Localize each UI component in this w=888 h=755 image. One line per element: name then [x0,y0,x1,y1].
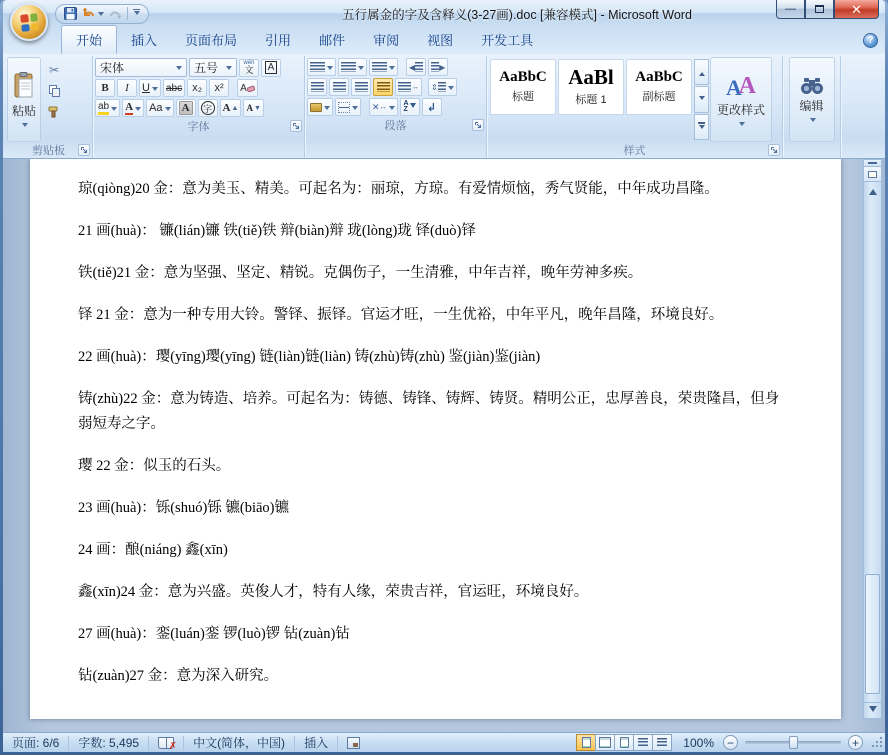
eraser-icon [247,84,255,92]
document-paragraph: 27 画(huà)：銮(luán)銮 锣(luò)锣 钻(zuàn)钻 [78,626,350,642]
draft-icon [657,738,667,747]
scroll-up-icon [869,185,877,195]
style-preview: AaBbC [499,69,547,85]
style-name: 标题 1 [575,94,607,106]
resize-grip[interactable] [870,736,883,749]
web-layout-icon [620,737,629,748]
quick-access-toolbar [55,4,149,24]
style-card-subtitle[interactable] [626,59,692,115]
redo-button[interactable] [109,8,122,20]
style-card-heading1[interactable] [558,59,624,115]
align-center-button[interactable] [329,78,349,96]
paste-icon [12,72,36,100]
redo-icon [109,8,122,20]
document-paragraph: 鑫(xīn)24 金：意为兴盛。英俊人才，特有人缘，荣贵吉祥，官运旺，环境良好。 [78,584,589,600]
view-draft-button[interactable] [652,734,672,751]
tab-insert[interactable]: 插入 [131,33,158,48]
ruler-toggle-button[interactable] [864,167,881,182]
font-dialog-launcher[interactable] [290,120,302,132]
asian-layout-button[interactable]: ✕ ↔ [369,98,398,116]
zoom-slider[interactable] [745,741,841,744]
style-name: 标题 [512,91,534,103]
grow-font-label: A [222,102,231,114]
language-indicator[interactable]: 中文(简体，中国) [184,736,295,750]
underline-button[interactable] [139,79,161,97]
underline-label: U [142,82,150,94]
paragraph-dialog-launcher[interactable] [472,119,484,131]
zoom-slider-thumb[interactable] [789,736,798,749]
clipboard-dialog-launcher[interactable] [78,144,90,156]
cut-button[interactable] [44,61,64,79]
align-right-button[interactable] [351,78,371,96]
styles-dialog-launcher[interactable] [768,144,780,156]
format-painter-button[interactable] [44,103,64,121]
qat-divider [127,7,128,20]
outline-icon [638,738,648,747]
strikethrough-button[interactable] [163,79,185,97]
shading-bucket-icon [310,103,322,112]
scroll-up-button[interactable] [864,182,881,198]
style-preview: AaBl [568,65,614,89]
group-clipboard [5,56,93,158]
editing-button[interactable] [789,57,835,142]
justify-button[interactable] [373,78,393,96]
fullscreen-reading-icon [599,737,611,748]
paste-caret [22,123,28,130]
increase-indent-button[interactable]: ▶ [428,58,448,76]
borders-icon [338,102,350,113]
line-spacing-icon [438,82,446,92]
vertical-scrollbar[interactable] [863,159,882,719]
show-marks-icon: ↲ [426,101,437,114]
character-shading-label: A [179,101,193,115]
styles-scroll-up-button[interactable] [694,59,709,85]
sort-button[interactable] [400,98,420,116]
decrease-indent-icon [415,62,423,72]
show-marks-button[interactable] [422,98,442,116]
document-paragraph: 24 画：酿(niáng) 鑫(xīn) [78,542,228,558]
change-case-label: Aa [149,102,163,114]
format-painter-icon [48,106,60,118]
binoculars-icon [800,77,824,95]
change-case-button[interactable] [146,99,173,117]
character-shading-button[interactable] [176,99,196,117]
document-paragraph: 铎 21 金：意为一种专用大铃。警铎、振铎。官运才旺，一生优裕，中年平凡，晚年昌隆，环境良好。 [78,307,724,323]
superscript-button[interactable]: x² [209,79,229,97]
spellcheck-icon: ✗ [158,737,174,749]
group-editing [783,56,841,158]
close-button[interactable]: ✕ [834,0,879,19]
document-paragraph: 铁(tiě)21 金：意为坚强、坚定、精锐。克偶伤子，一生清雅，中年吉祥，晚年劳神多疾。 [78,265,643,281]
zoom-out-button[interactable]: − [723,735,738,750]
document-paragraph: 琼(qiòng)20 金：意为美玉、精美。可起名为：丽琼，方琼。有爱情烦恼，秀气贤能，中年成功昌隆。 [78,181,719,197]
scroll-down-icon [869,706,877,716]
tab-developer[interactable]: 开发工具 [481,33,534,48]
distribute-icon [398,82,411,92]
shading-button[interactable] [307,98,333,116]
style-preview: AaBbC [635,69,683,85]
align-center-icon [333,82,346,92]
styles-gallery-scroll [694,59,709,140]
font-size-value: 五号 [194,61,219,75]
window-controls [776,0,879,19]
minimize-button[interactable]: — [776,0,805,19]
strikethrough-label: abc [165,82,183,94]
ribbon-tab-row [3,27,885,54]
bold-button[interactable]: B [95,79,115,97]
statusbar [3,732,885,752]
macro-record-icon [347,737,360,749]
multilevel-list-icon [372,62,387,72]
clear-formatting-label: A [240,82,247,94]
shrink-font-label: A [246,103,253,113]
align-left-icon [311,82,324,92]
editing-label: 编辑 [799,98,824,113]
zoom-level[interactable]: 100% [683,735,714,750]
macro-record-button[interactable] [338,736,369,750]
copy-icon [49,85,60,97]
font-name-value: 宋体 [100,61,125,75]
document-page[interactable] [30,159,841,719]
bullets-button[interactable] [307,58,336,76]
font-name-select[interactable] [95,58,187,77]
increase-indent-icon [431,62,439,72]
bullets-icon [310,62,325,72]
statusbar-right [577,734,885,751]
font-color-label: A [125,101,134,113]
document-paragraph: 璎 22 金：似玉的石头。 [78,458,231,474]
styles-more-button[interactable] [694,114,709,140]
sort-icon: A Z [403,100,409,113]
paste-button[interactable] [7,57,41,142]
group-clipboard-label: 剪贴板 [32,145,65,157]
tab-page-layout[interactable]: 页面布局 [185,33,238,48]
zoom-in-button[interactable]: + [848,735,863,750]
document-paragraph: 22 画(huà)：璎(yīng)璎(yīng) 链(liàn)链(liàn) 铸(zhù)铸(zhù) 鉴(jiàn)鉴(jiàn) [78,349,541,365]
window-title: 五行属金的字及含释义(3-27画).doc [兼容模式] - Microsoft Word [342,7,692,22]
ruler-icon [868,171,877,178]
scroll-thumb[interactable] [865,574,880,694]
ribbon [3,54,885,159]
tab-review[interactable]: 审阅 [373,33,400,48]
enclose-characters-button[interactable] [198,99,218,117]
font-color-button[interactable] [122,99,144,117]
numbering-button[interactable] [338,58,367,76]
character-border-button[interactable] [261,59,281,77]
tab-mailings[interactable]: 邮件 [319,33,346,48]
insert-mode-indicator[interactable]: 插入 [295,736,338,750]
print-layout-icon [582,737,591,748]
scissors-icon: ✂ [48,63,60,77]
justify-icon [377,82,390,92]
office-logo-icon [20,13,39,32]
view-print-layout-button[interactable] [576,734,596,751]
highlight-button[interactable] [95,99,120,117]
clear-formatting-button[interactable] [237,79,258,97]
style-card-title[interactable] [490,59,556,115]
editing-caret [810,118,816,125]
grow-font-button[interactable]: A ▲ [220,99,242,117]
copy-button[interactable] [44,82,64,100]
distribute-button[interactable]: ↔ [395,78,422,96]
office-button[interactable] [10,3,48,41]
tab-references[interactable]: 引用 [265,33,292,48]
character-border-label: A [265,61,278,74]
decrease-indent-button[interactable]: ◀ [406,58,426,76]
save-icon [64,7,77,20]
change-styles-button[interactable] [710,57,772,142]
maximize-icon [815,5,824,13]
titlebar [3,0,885,27]
change-styles-caret [739,122,745,129]
document-paragraph: 23 画(huà)：铄(shuó)铄 镳(biāo)镳 [78,500,290,516]
undo-icon [82,8,96,20]
scroll-down-button[interactable] [864,702,881,718]
tab-home[interactable]: 开始 [61,25,117,54]
phonetic-guide-button[interactable]: wén 文 [239,59,259,77]
tab-view[interactable]: 视图 [427,33,454,48]
document-area [3,159,885,732]
subscript-button[interactable]: x₂ [187,79,207,97]
style-name: 副标题 [642,91,676,103]
align-left-button[interactable] [307,78,327,96]
group-styles [487,56,783,158]
qat-customize-button[interactable] [133,9,140,19]
maximize-button[interactable] [805,0,834,19]
group-paragraph-label: 段落 [384,120,407,132]
document-paragraph: 21 画(huà)： 镰(lián)镰 铁(tiě)铁 辩(biàn)辩 珑(lòng)珑 铎(duò)铎 [78,223,476,239]
phonetic-label: 文 [244,65,254,75]
align-right-icon [355,82,368,92]
change-styles-label: 更改样式 [716,102,765,117]
save-button[interactable] [64,7,77,20]
paste-label: 粘贴 [12,103,37,118]
shrink-font-button[interactable]: A ▼ [243,99,263,117]
view-fullscreen-button[interactable] [595,734,615,751]
spellcheck-status[interactable] [149,736,184,750]
undo-caret[interactable] [98,12,104,19]
split-handle[interactable] [864,160,881,167]
view-outline-button[interactable] [633,734,653,751]
line-spacing-button[interactable]: ⇕ [428,78,457,96]
multilevel-list-button[interactable] [369,58,398,76]
styles-scroll-down-button[interactable] [694,86,709,112]
change-styles-icon: A A [726,72,756,100]
word-count[interactable]: 字数: 5,495 [69,736,149,750]
numbering-icon [341,62,356,72]
font-size-select[interactable] [189,58,237,77]
group-styles-label: 样式 [623,145,646,157]
group-font [93,56,305,158]
group-font-label: 字体 [187,121,210,133]
italic-button[interactable]: I [117,79,137,97]
enclose-characters-label: 字 [201,101,215,115]
borders-button[interactable] [335,98,361,116]
highlight-label: ab [98,101,109,115]
undo-button[interactable] [82,8,104,20]
group-paragraph [305,56,487,158]
view-web-layout-button[interactable] [614,734,634,751]
page-indicator[interactable]: 页面: 6/6 [3,736,69,750]
document-paragraph: 铸(zhù)22 金：意为铸造、培养。可起名为：铸德、铸锋、铸辉、铸贤。精明公正，忠厚善良，荣贵隆昌，但身弱短寿之字。 [78,391,780,432]
help-button[interactable]: ? [863,33,878,48]
document-paragraph: 钻(zuàn)27 金：意为深入研究。 [78,668,279,684]
